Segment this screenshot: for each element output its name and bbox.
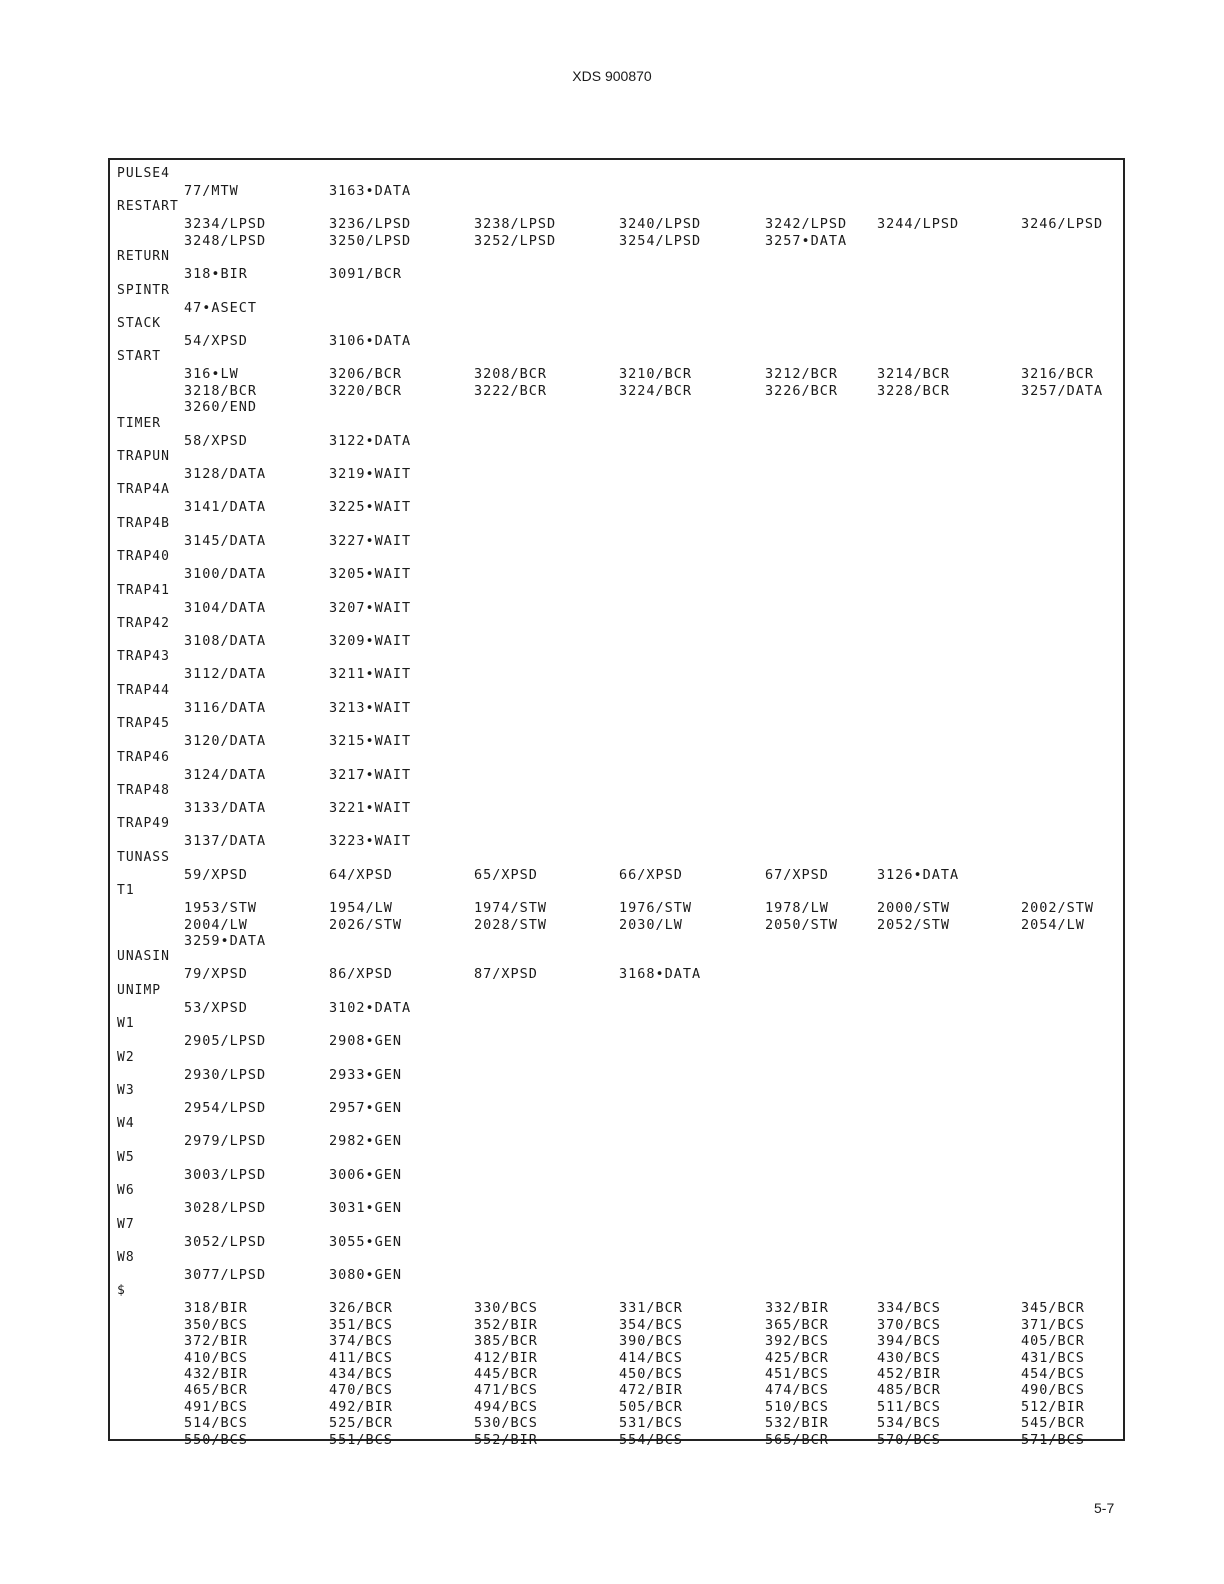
reference-entry: 47•ASECT (184, 299, 258, 316)
reference-entry: 3221•WAIT (329, 800, 412, 816)
reference-entry: 3240/LPSD (619, 216, 702, 233)
reference-entry: 470/BCS (329, 1382, 393, 1399)
reference-entry: 87/XPSD (474, 966, 538, 983)
symbol-name: STACK (117, 316, 162, 331)
reference-entry: 3216/BCR (1021, 366, 1095, 383)
reference-entry: 1978/LW (765, 900, 829, 917)
reference-entry: 3104/DATA (184, 599, 267, 616)
symbol-name: W6 (117, 1183, 135, 1199)
reference-entry: 3163•DATA (329, 183, 412, 199)
reference-entry: 3091/BCR (329, 266, 403, 283)
reference-entry: 53/XPSD (184, 999, 248, 1016)
reference-entry: 3236/LPSD (329, 216, 412, 233)
reference-entry: 550/BCS (184, 1431, 248, 1448)
reference-entry: 390/BCS (619, 1333, 683, 1350)
reference-entry: 1954/LW (329, 900, 393, 917)
reference-entry: 414/BCS (619, 1349, 683, 1366)
reference-entry: 3126•DATA (877, 866, 960, 883)
reference-entry: 350/BCS (184, 1316, 248, 1333)
reference-entry: 2052/STW (877, 916, 951, 933)
symbol-name: W7 (117, 1216, 135, 1232)
reference-entry: 318/BIR (184, 1300, 248, 1317)
reference-entry: 326/BCR (329, 1300, 393, 1317)
reference-entry: 2954/LPSD (184, 1100, 267, 1116)
symbol-name: TRAP44 (117, 682, 170, 698)
symbol-name: W2 (117, 1049, 135, 1065)
symbol-name: TRAP45 (117, 716, 170, 732)
reference-entry: 334/BCS (877, 1300, 941, 1317)
symbol-name: SPINTR (117, 282, 170, 298)
reference-entry: 3220/BCR (329, 382, 403, 399)
reference-entry: 58/XPSD (184, 432, 248, 449)
symbol-name: TRAPUN (117, 449, 170, 464)
reference-entry: 3206/BCR (329, 366, 403, 383)
reference-entry: 571/BCS (1021, 1431, 1085, 1448)
symbol-name: W3 (117, 1083, 135, 1098)
reference-entry: 316•LW (184, 366, 239, 383)
reference-entry: 431/BCS (1021, 1349, 1085, 1366)
reference-entry: 372/BIR (184, 1333, 248, 1350)
reference-entry: 512/BIR (1021, 1398, 1085, 1415)
reference-entry: 3257•DATA (765, 232, 848, 249)
reference-entry: 2979/LPSD (184, 1133, 267, 1150)
reference-entry: 1953/STW (184, 900, 258, 917)
reference-entry: 64/XPSD (329, 866, 393, 883)
symbol-name: UNASIN (117, 949, 170, 965)
reference-entry: 65/XPSD (474, 866, 538, 883)
reference-entry: 3108/DATA (184, 633, 267, 649)
reference-entry: 3242/LPSD (765, 216, 848, 233)
reference-entry: 352/BIR (474, 1316, 538, 1333)
symbol-name: W5 (117, 1149, 135, 1165)
reference-entry: 490/BCS (1021, 1382, 1085, 1399)
reference-entry: 534/BCS (877, 1415, 941, 1432)
symbol-name: RETURN (117, 249, 170, 265)
reference-entry: 3145/DATA (184, 532, 267, 549)
reference-entry: 370/BCS (877, 1316, 941, 1333)
reference-entry: 511/BCS (877, 1398, 941, 1415)
reference-entry: 331/BCR (619, 1300, 683, 1317)
symbol-name: TRAP46 (117, 749, 170, 765)
reference-entry: 3215•WAIT (329, 733, 412, 750)
reference-entry: 505/BCR (619, 1398, 683, 1415)
reference-entry: 552/BIR (474, 1431, 538, 1448)
symbol-name: $ (117, 1283, 126, 1299)
reference-entry: 3137/DATA (184, 833, 267, 850)
reference-entry: 3102•DATA (329, 999, 412, 1016)
page-header: XDS 900870 (572, 68, 652, 84)
reference-entry: 3226/BCR (765, 382, 839, 399)
reference-entry: 2933•GEN (329, 1066, 403, 1083)
reference-entry: 77/MTW (184, 183, 239, 199)
reference-entry: 432/BIR (184, 1366, 248, 1382)
reference-entry: 351/BCS (329, 1316, 393, 1333)
reference-entry: 531/BCS (619, 1415, 683, 1432)
reference-entry: 3208/BCR (474, 366, 548, 383)
reference-entry: 2930/LPSD (184, 1066, 267, 1083)
reference-entry: 3207•WAIT (329, 599, 412, 616)
symbol-name: TRAP43 (117, 649, 170, 665)
reference-entry: 2028/STW (474, 916, 548, 933)
symbol-name: RESTART (117, 199, 179, 215)
reference-entry: 3003/LPSD (184, 1166, 267, 1183)
reference-entry: 452/BIR (877, 1366, 941, 1382)
reference-entry: 2002/STW (1021, 900, 1095, 917)
reference-entry: 3133/DATA (184, 800, 267, 816)
reference-entry: 425/BCR (765, 1349, 829, 1366)
reference-entry: 1974/STW (474, 900, 548, 917)
reference-entry: 492/BIR (329, 1398, 393, 1415)
reference-entry: 3259•DATA (184, 933, 267, 949)
reference-entry: 2908•GEN (329, 1033, 403, 1050)
reference-entry: 345/BCR (1021, 1300, 1085, 1317)
reference-entry: 514/BCS (184, 1415, 248, 1432)
reference-entry: 3052/LPSD (184, 1233, 267, 1250)
reference-entry: 2054/LW (1021, 916, 1085, 933)
reference-entry: 2050/STW (765, 916, 839, 933)
reference-entry: 3112/DATA (184, 666, 267, 683)
symbol-name: T1 (117, 883, 135, 899)
reference-entry: 3219•WAIT (329, 466, 412, 482)
reference-entry: 472/BIR (619, 1382, 683, 1399)
reference-entry: 450/BCS (619, 1366, 683, 1382)
reference-entry: 3212/BCR (765, 366, 839, 383)
reference-entry: 3006•GEN (329, 1166, 403, 1183)
reference-entry: 374/BCS (329, 1333, 393, 1350)
reference-entry: 67/XPSD (765, 866, 829, 883)
reference-entry: 2004/LW (184, 916, 248, 933)
reference-entry: 332/BIR (765, 1300, 829, 1317)
reference-entry: 2905/LPSD (184, 1033, 267, 1050)
reference-entry: 530/BCS (474, 1415, 538, 1432)
symbol-name: TUNASS (117, 849, 170, 865)
symbol-name: TIMER (117, 415, 162, 431)
symbol-name: START (117, 349, 162, 365)
reference-entry: 3213•WAIT (329, 699, 412, 716)
reference-entry: 545/BCR (1021, 1415, 1085, 1432)
reference-entry: 3234/LPSD (184, 216, 267, 233)
reference-entry: 3077/LPSD (184, 1267, 267, 1283)
symbol-name: TRAP48 (117, 783, 170, 798)
reference-entry: 3209•WAIT (329, 633, 412, 649)
reference-entry: 86/XPSD (329, 966, 393, 983)
reference-entry: 2026/STW (329, 916, 403, 933)
reference-entry: 551/BCS (329, 1431, 393, 1448)
symbol-name: TRAP41 (117, 582, 170, 598)
reference-entry: 3246/LPSD (1021, 216, 1104, 233)
reference-entry: 3128/DATA (184, 466, 267, 482)
symbol-name: TRAP4A (117, 482, 170, 498)
reference-entry: 451/BCS (765, 1366, 829, 1382)
reference-entry: 3106•DATA (329, 333, 412, 349)
reference-entry: 465/BCR (184, 1382, 248, 1399)
reference-entry: 3217•WAIT (329, 766, 412, 783)
reference-entry: 3244/LPSD (877, 216, 960, 233)
reference-entry: 354/BCS (619, 1316, 683, 1333)
reference-entry: 445/BCR (474, 1366, 538, 1382)
symbol-name: W4 (117, 1116, 135, 1132)
reference-entry: 471/BCS (474, 1382, 538, 1399)
reference-entry: 485/BCR (877, 1382, 941, 1399)
reference-entry: 3055•GEN (329, 1233, 403, 1250)
reference-entry: 3224/BCR (619, 382, 693, 399)
reference-entry: 3228/BCR (877, 382, 951, 399)
reference-entry: 2000/STW (877, 900, 951, 917)
symbol-name: W8 (117, 1250, 135, 1265)
reference-entry: 394/BCS (877, 1333, 941, 1350)
reference-entry: 1976/STW (619, 900, 693, 917)
reference-entry: 3223•WAIT (329, 833, 412, 850)
symbol-name: TRAP42 (117, 616, 170, 631)
reference-entry: 454/BCS (1021, 1366, 1085, 1382)
reference-entry: 554/BCS (619, 1431, 683, 1448)
page-number: 5-7 (1094, 1500, 1115, 1516)
reference-entry: 3031•GEN (329, 1200, 403, 1217)
reference-entry: 3028/LPSD (184, 1200, 267, 1217)
reference-entry: 3218/BCR (184, 382, 258, 399)
reference-entry: 3248/LPSD (184, 232, 267, 249)
reference-entry: 2982•GEN (329, 1133, 403, 1150)
reference-entry: 3141/DATA (184, 499, 267, 516)
reference-entry: 532/BIR (765, 1415, 829, 1432)
reference-entry: 434/BCS (329, 1366, 393, 1382)
reference-entry: 3257/DATA (1021, 382, 1104, 399)
reference-entry: 365/BCR (765, 1316, 829, 1333)
reference-entry: 474/BCS (765, 1382, 829, 1399)
reference-entry: 79/XPSD (184, 966, 248, 983)
reference-entry: 3222/BCR (474, 382, 548, 399)
reference-entry: 66/XPSD (619, 866, 683, 883)
symbol-name: W1 (117, 1016, 135, 1032)
reference-entry: 3120/DATA (184, 733, 267, 750)
reference-entry: 3168•DATA (619, 966, 702, 983)
reference-entry: 3225•WAIT (329, 499, 412, 516)
reference-entry: 3100/DATA (184, 566, 267, 583)
reference-entry: 3211•WAIT (329, 666, 412, 683)
symbol-name: TRAP49 (117, 816, 170, 832)
reference-entry: 2957•GEN (329, 1100, 403, 1116)
reference-entry: 430/BCS (877, 1349, 941, 1366)
reference-entry: 3124/DATA (184, 766, 267, 783)
reference-entry: 3260/END (184, 399, 258, 416)
reference-entry: 54/XPSD (184, 333, 248, 349)
reference-entry: 412/BIR (474, 1349, 538, 1366)
reference-entry: 3122•DATA (329, 432, 412, 449)
reference-entry: 3116/DATA (184, 699, 267, 716)
reference-entry: 3210/BCR (619, 366, 693, 383)
reference-entry: 510/BCS (765, 1398, 829, 1415)
symbol-name: TRAP40 (117, 549, 170, 565)
reference-entry: 491/BCS (184, 1398, 248, 1415)
reference-entry: 525/BCR (329, 1415, 393, 1432)
reference-entry: 411/BCS (329, 1349, 393, 1366)
reference-entry: 3205•WAIT (329, 566, 412, 583)
reference-entry: 330/BCS (474, 1300, 538, 1317)
reference-entry: 410/BCS (184, 1349, 248, 1366)
reference-entry: 3254/LPSD (619, 232, 702, 249)
reference-entry: 3252/LPSD (474, 232, 557, 249)
reference-entry: 59/XPSD (184, 866, 248, 883)
symbol-name: UNIMP (117, 982, 162, 998)
reference-entry: 3214/BCR (877, 366, 951, 383)
reference-entry: 2030/LW (619, 916, 683, 933)
reference-entry: 3080•GEN (329, 1267, 403, 1283)
reference-entry: 3227•WAIT (329, 532, 412, 549)
reference-entry: 405/BCR (1021, 1333, 1085, 1350)
reference-entry: 385/BCR (474, 1333, 538, 1350)
reference-entry: 392/BCS (765, 1333, 829, 1350)
reference-entry: 565/BCR (765, 1431, 829, 1448)
symbol-name: PULSE4 (117, 166, 170, 181)
reference-entry: 371/BCS (1021, 1316, 1085, 1333)
reference-entry: 318•BIR (184, 266, 248, 283)
reference-entry: 3250/LPSD (329, 232, 412, 249)
symbol-name: TRAP4B (117, 515, 170, 531)
reference-entry: 3238/LPSD (474, 216, 557, 233)
reference-entry: 494/BCS (474, 1398, 538, 1415)
reference-entry: 570/BCS (877, 1431, 941, 1448)
